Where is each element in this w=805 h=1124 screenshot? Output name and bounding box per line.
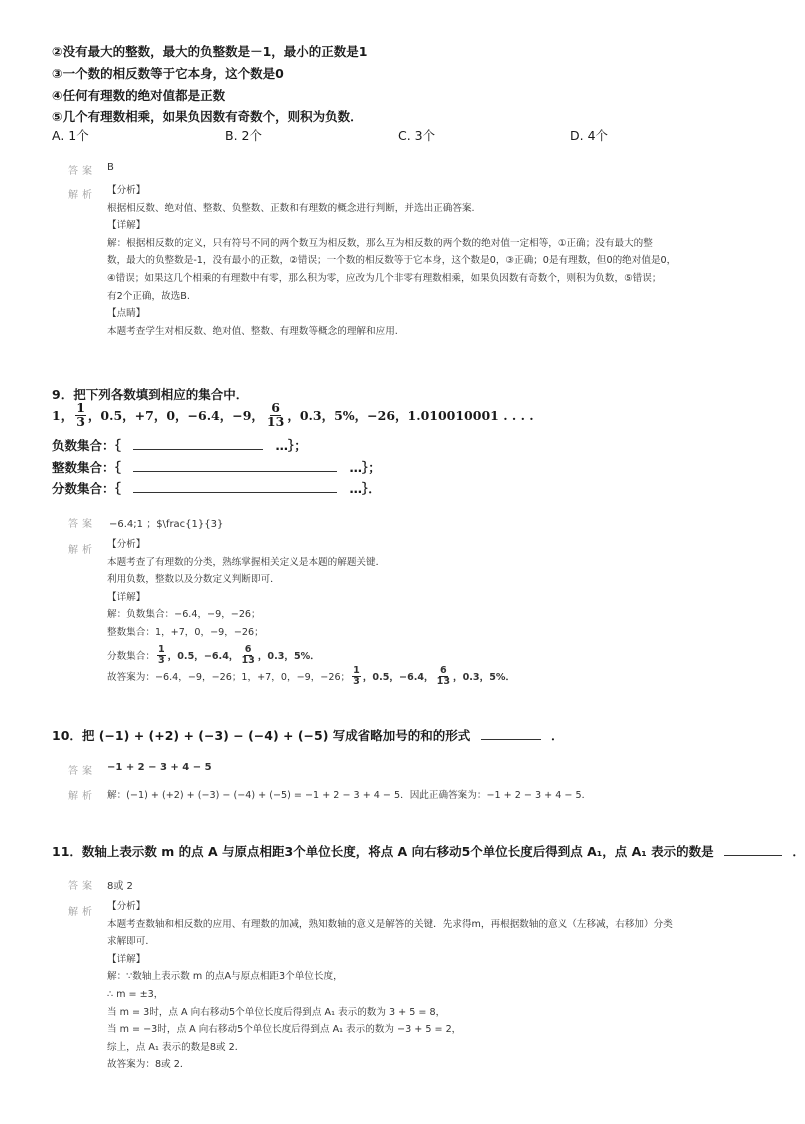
- q9-set-negative: [52, 436, 307, 454]
- q8-exp-line: ④错误；如果这几个相乘的有理数中有零，那么积为零，应改为几个非零有理数相乘，如果负因数有奇数个，则积为负数，⑤错误；: [107, 272, 662, 284]
- q9-exp-line: 【分析】: [107, 539, 146, 550]
- q11-exp-line: 求解即可．: [107, 936, 155, 948]
- q10-title: [52, 726, 564, 744]
- set-end: …｝．: [349, 481, 381, 496]
- q9-numbers-mid: ，0.5，+7，0，−6.4，−9，: [87, 408, 264, 423]
- frac-1-3: [352, 666, 361, 686]
- q9-set-fraction: [52, 479, 381, 497]
- q11-title-end: ．: [792, 844, 805, 859]
- set-end: …｝；: [349, 460, 381, 475]
- frac-num: 1: [353, 665, 360, 676]
- q8-exp-line: 本题考查学生对相反数、绝对值、整数、有理数等概念的理解和应用.: [107, 325, 398, 337]
- q8-exp-line: 根据相反数、绝对值、整数、负整数、正数和有理数的概念进行判断，并选出正确答案.: [107, 202, 475, 214]
- sol-rest: ，0.5，−6.4，: [167, 651, 239, 663]
- q11-answer-label: 答案: [68, 881, 96, 892]
- q11-exp-line: 解：∵数轴上表示数 m 的点A与原点相距3个单位长度，: [107, 971, 343, 983]
- frac-den: 13: [436, 675, 451, 687]
- set-end: …｝；: [275, 438, 307, 453]
- q11-exp-line: 当 m = −3时，点 A 向右移动5个单位长度后得到点 A₁ 表示的数为 −3 + 5 = 2，: [107, 1024, 462, 1036]
- q9-numbers: [52, 402, 534, 428]
- q9-exp-line: 利用负数，整数以及分数定义判断即可．: [107, 574, 280, 586]
- q8-answer-label: 答案: [68, 166, 96, 177]
- q11-title: [52, 842, 805, 860]
- sol-end: ，0.3，5%．: [257, 651, 320, 663]
- q8-statement-2: ②没有最大的整数，最大的负整数是－1，最小的正数是1: [52, 44, 368, 59]
- frac-6-13: [240, 645, 255, 665]
- q10-title-end: ．: [551, 728, 564, 743]
- q8-explanation: [107, 182, 727, 340]
- q9-explain-label: 解析: [68, 545, 96, 556]
- q9-numbers-post: ，0.3，5%，−26，1.010010001 . . . .: [287, 408, 534, 423]
- q8-statement-4: ④任何有理数的绝对值都是正数: [52, 88, 226, 103]
- set-label: 整数集合：｛: [52, 460, 121, 475]
- q11-exp-line: ∴ m = ±3，: [107, 988, 164, 1000]
- q9-set-integer: [52, 458, 381, 476]
- frac-den: 13: [241, 654, 255, 666]
- frac-den: 3: [353, 675, 360, 687]
- q8-exp-line: 有2个正确，故选B.: [107, 290, 190, 302]
- q11-exp-line: 综上，点 A₁ 表示的数是8或 2．: [107, 1041, 245, 1053]
- sol-final-pre: 故答案为：−6.4，−9，−26；1，+7，0，−9，−26；: [107, 672, 351, 684]
- q9-frac-1-3: [75, 402, 86, 428]
- q11-exp-line: 本题考查数轴和相反数的应用、有理数的加减，熟知数轴的意义是解答的关键．先求得m，再根据数轴的意义（左移减，右移加）分类: [107, 918, 673, 930]
- q8-answer: B: [107, 162, 114, 173]
- q11-exp-line: 故答案为：8或 2．: [107, 1059, 190, 1071]
- q9-answer-label: 答案: [68, 519, 96, 530]
- q9-exp-line: 【详解】: [107, 591, 146, 603]
- q10-answer-label: 答案: [68, 766, 96, 777]
- q8-exp-line: 数，最大的负整数是-1，没有最小的正数，②错误；一个数的相反数等于它本身，这个数是0，③正确；0是有理数，但0的绝对值是0，: [107, 255, 677, 267]
- q9-sol-fraction: [107, 645, 320, 665]
- q8-option-c: C. 3个: [398, 128, 436, 143]
- q11-answer: 8或 2: [107, 881, 133, 892]
- q9-answer: −6.4;1 ；$\frac{1}{3}: [109, 519, 224, 530]
- q9-explanation: [107, 536, 727, 642]
- answer-blank[interactable]: [481, 729, 541, 740]
- q8-explain-label: 解析: [68, 190, 96, 201]
- q8-exp-line: 【分析】: [107, 185, 146, 196]
- frac-1-3: [157, 645, 166, 665]
- q8-exp-line: 解：根据相反数的定义，只有符号不同的两个数互为相反数，那么互为相反数的两个数的绝对值一定相等，①正确；没有最大的整: [107, 237, 653, 249]
- frac-6-13: [436, 666, 451, 686]
- sol-final-mid: ，0.5，−6.4，: [362, 672, 434, 684]
- q11-explain-label: 解析: [68, 907, 96, 918]
- set-label: 分数集合：｛: [52, 481, 121, 496]
- q11-title-text: 11．数轴上表示数 m 的点 A 与原点相距3个单位长度，将点 A 向右移动5个单位长度后得到点 A₁，点 A₁ 表示的数是: [52, 844, 714, 859]
- frac-num: 6: [439, 665, 447, 676]
- frac-den: 3: [76, 413, 85, 429]
- q9-sol-final: [107, 666, 515, 686]
- set-label: 负数集合：｛: [52, 438, 121, 453]
- q8-exp-line: 【点睛】: [107, 308, 146, 320]
- frac-num: 6: [271, 400, 280, 415]
- q8-statement-3: ③一个数的相反数等于它本身，这个数是0: [52, 66, 284, 81]
- frac-den: 3: [157, 654, 165, 666]
- answer-blank[interactable]: [133, 439, 263, 450]
- q9-title: 9．把下列各数填到相应的集合中．: [52, 387, 249, 402]
- answer-blank[interactable]: [133, 482, 337, 493]
- sol-label: 分数集合：: [107, 651, 155, 663]
- frac-num: 1: [157, 644, 165, 655]
- q11-exp-line: 【详解】: [107, 953, 146, 965]
- q10-explain-label: 解析: [68, 791, 96, 802]
- q8-option-d: D. 4个: [570, 128, 609, 143]
- q8-option-a: A. 1个: [52, 128, 89, 143]
- q11-explanation: [107, 898, 727, 1074]
- q11-exp-line: 【分析】: [107, 901, 146, 912]
- frac-num: 1: [76, 400, 85, 415]
- q8-statement-5: ⑤几个有理数相乘，如果负因数有奇数个，则积为负数．: [52, 109, 363, 124]
- q9-exp-line: 本题考查了有理数的分类，熟练掌握相关定义是本题的解题关键．: [107, 556, 386, 568]
- q9-numbers-pre: 1，: [52, 408, 74, 423]
- frac-num: 6: [244, 644, 252, 655]
- q9-frac-6-13: [266, 402, 285, 428]
- q8-exp-line: 【详解】: [107, 220, 146, 232]
- q9-sol-integer: 整数集合：1，+7，0，−9，−26；: [107, 626, 264, 638]
- q10-answer: −1 + 2 − 3 + 4 − 5: [107, 762, 212, 773]
- q8-option-b: B. 2个: [225, 128, 262, 143]
- sol-final-end: ，0.3，5%．: [453, 672, 516, 684]
- q11-exp-line: 当 m = 3时，点 A 向右移动5个单位长度后得到点 A₁ 表示的数为 3 + 5 = 8，: [107, 1006, 446, 1018]
- q10-explanation: 解：(−1) + (+2) + (−3) − (−4) + (−5) = −1 + 2 − 3 + 4 − 5．因此正确答案为：−1 + 2 − 3 + 4 − 5．: [107, 790, 592, 801]
- q10-title-text: 10．把 (−1) + (+2) + (−3) − (−4) + (−5) 写成省略加号的和的形式: [52, 728, 471, 743]
- answer-blank[interactable]: [133, 461, 337, 472]
- frac-den: 13: [266, 413, 285, 429]
- q9-sol-negative: 解：负数集合：−6.4，−9，−26；: [107, 609, 261, 621]
- answer-blank[interactable]: [724, 845, 782, 856]
